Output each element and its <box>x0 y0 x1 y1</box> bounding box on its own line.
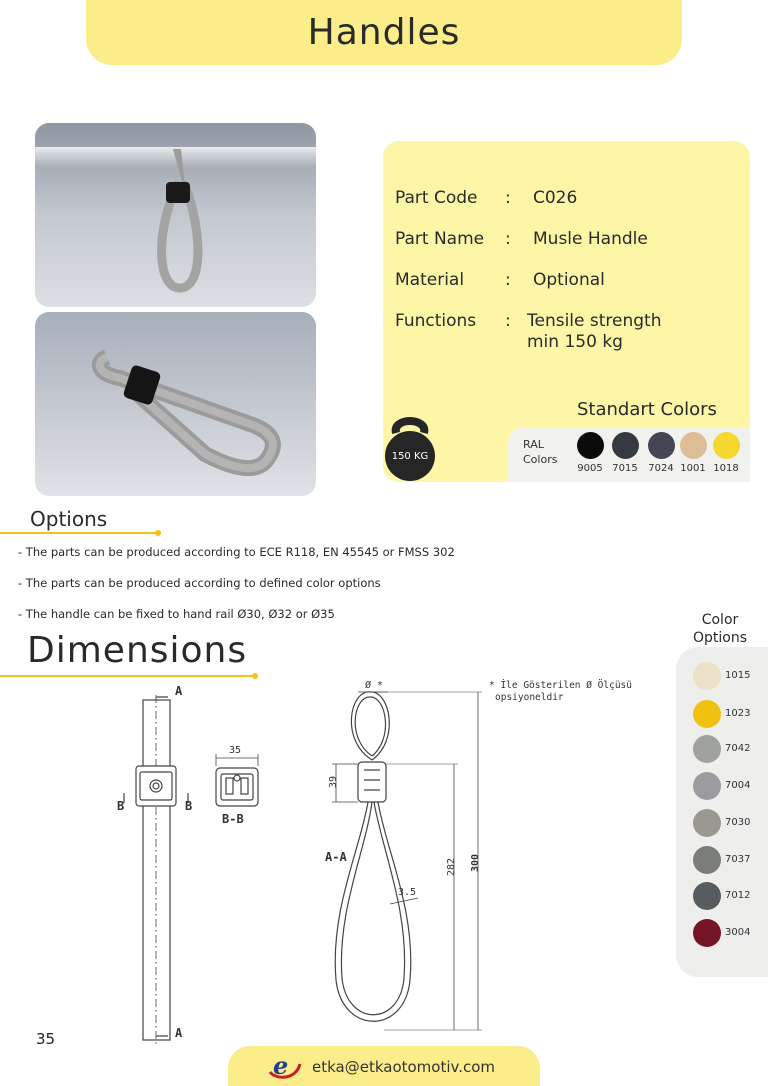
kettlebell-icon <box>382 409 438 483</box>
color-option-1015 <box>693 662 768 690</box>
part-code-label: Part Code <box>395 188 478 208</box>
swatch-7024 <box>647 432 675 474</box>
functions-label: Functions <box>395 311 477 331</box>
color-code: 7042 <box>725 743 751 754</box>
swatch-dot <box>612 432 639 459</box>
note-line-2: opsiyoneldir <box>495 692 564 703</box>
swatch-7015 <box>611 432 639 474</box>
color-option-7037 <box>693 846 768 874</box>
options-underline <box>0 532 158 534</box>
standard-colors-title: Standart Colors <box>577 399 717 420</box>
separator: : <box>505 270 511 290</box>
option-item: - The handle can be fixed to hand rail Ø30, Ø32 or Ø35 <box>18 607 335 621</box>
separator: : <box>505 229 511 249</box>
color-option-7004 <box>693 772 768 800</box>
swatch-9005 <box>576 432 604 474</box>
label-thickness: 3.5 <box>398 887 417 898</box>
email-link[interactable]: etka@etkaotomotiv.com <box>312 1058 496 1076</box>
swatch-code: 9005 <box>577 463 603 474</box>
dimensions-underline <box>0 675 255 677</box>
label-b-left: B <box>117 799 125 813</box>
color-code: 1015 <box>725 670 751 681</box>
swatch-1018 <box>712 432 740 474</box>
color-dot <box>693 772 721 800</box>
technical-drawing <box>0 680 680 1050</box>
product-photo-hanging <box>35 123 316 307</box>
swatch-code: 1001 <box>680 463 706 474</box>
swatch-code: 7024 <box>648 463 674 474</box>
part-name-label: Part Name <box>395 229 485 249</box>
swatch-dot <box>577 432 604 459</box>
title-banner <box>86 0 682 65</box>
part-code-value: C026 <box>533 188 578 208</box>
color-code: 7037 <box>725 854 751 865</box>
color-dot <box>693 846 721 874</box>
label-width-35: 35 <box>229 745 242 756</box>
label-diameter: Ø * <box>365 680 384 691</box>
color-options-title-line2: Options <box>692 630 748 646</box>
page-title: Handles <box>307 12 461 53</box>
swatch-code: 1018 <box>713 463 739 474</box>
separator: : <box>505 311 511 331</box>
separator: : <box>505 188 511 208</box>
color-code: 7004 <box>725 780 751 791</box>
color-options-panel <box>676 647 768 977</box>
functions-value: Tensile strength min 150 kg <box>527 311 662 352</box>
option-item: - The parts can be produced according to defined color options <box>18 576 381 590</box>
label-aa: A-A <box>325 850 347 864</box>
color-option-7030 <box>693 809 768 837</box>
label-a-bottom: A <box>175 1026 183 1040</box>
color-dot <box>693 919 721 947</box>
ral-colors-strip <box>508 427 750 482</box>
contact-pill <box>228 1046 540 1086</box>
color-options-title-line1: Color <box>701 612 739 628</box>
material-label: Material <box>395 270 465 290</box>
label-282: 282 <box>446 857 457 876</box>
kettlebell-label: 150 KG <box>391 451 429 462</box>
functions-row <box>395 311 677 353</box>
color-code: 3004 <box>725 927 751 938</box>
color-dot <box>693 809 721 837</box>
color-dot <box>693 882 721 910</box>
swatch-dot <box>680 432 707 459</box>
ral-colors-label: RAL Colors <box>523 438 558 466</box>
color-code: 1023 <box>725 708 751 719</box>
etka-logo-icon <box>266 1052 302 1082</box>
material-row <box>395 270 733 291</box>
color-dot <box>693 662 721 690</box>
label-300: 300 <box>470 853 481 872</box>
color-dot <box>693 700 721 728</box>
color-option-1023 <box>693 700 768 728</box>
option-item: - The parts can be produced according to ECE R118, EN 45545 or FMSS 302 <box>18 545 455 559</box>
label-b-right: B <box>185 799 193 813</box>
part-name-row <box>395 229 733 250</box>
color-option-7042 <box>693 735 768 763</box>
part-name-value: Musle Handle <box>533 229 648 249</box>
options-title: Options <box>30 507 108 531</box>
swatch-dot <box>713 432 740 459</box>
product-photo-flat <box>35 312 316 496</box>
material-value: Optional <box>533 270 605 290</box>
label-39: 39 <box>328 775 339 788</box>
color-option-3004 <box>693 919 768 947</box>
label-a-top: A <box>175 684 183 698</box>
svg-text:e: e <box>273 1052 289 1080</box>
color-code: 7030 <box>725 817 751 828</box>
note-line-1: * İle Gösterilen Ø Ölçüsü <box>489 680 632 691</box>
part-code-row <box>395 188 733 209</box>
label-bb: B-B <box>222 812 244 826</box>
dimensions-title: Dimensions <box>27 630 248 671</box>
swatch-1001 <box>679 432 707 474</box>
color-option-7012 <box>693 882 768 910</box>
page-number: 35 <box>36 1030 56 1048</box>
color-options-title <box>680 611 760 647</box>
color-dot <box>693 735 721 763</box>
color-code: 7012 <box>725 890 751 901</box>
swatch-dot <box>648 432 675 459</box>
swatch-code: 7015 <box>612 463 638 474</box>
